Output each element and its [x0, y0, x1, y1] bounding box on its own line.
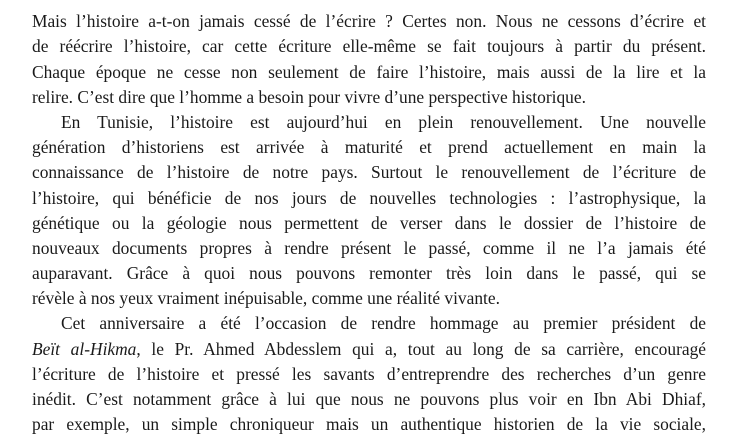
- text-line: auparavant. Grâce à quoi nous pouvons remonter très loin dans le passé, qui se: [32, 263, 706, 284]
- institution-name: Beït al-Hikma: [32, 338, 137, 359]
- text-line: Mais l’histoire a-t-on jamais cessé de l’écrire ? Certes non. Nous ne cessons d’écrire et: [32, 11, 706, 32]
- text-line: inédit. C’est notamment grâce à lui que nous ne pouvons plus voir en Ibn Abi Dhiaf,: [32, 389, 706, 409]
- text-line: [32, 337, 706, 362]
- text-line: En Tunisie, l’histoire est aujourd’hui en plein renouvellement. Une nouvelle: [61, 111, 706, 132]
- text-line: révèle à nos yeux vraiment inépuisable, comme une réalité vivante.: [32, 288, 500, 309]
- text-line: Chaque époque ne cesse non seulement de faire l’histoire, mais aussi de la lire et la: [32, 61, 706, 82]
- text-line: par exemple, un simple chroniqueur mais un authentique historien de la vie sociale,: [32, 414, 706, 435]
- text-line: l’écriture de l’histoire et pressé les savants d’entreprendre des recherches d’un genre: [32, 363, 706, 384]
- text-line: Cet anniversaire a été l’occasion de rendre hommage au premier président de: [61, 313, 706, 334]
- text-line: génération d’historiens est arrivée à maturité et prend actuellement en main la: [32, 137, 706, 158]
- document-page: [32, 0, 706, 437]
- text-line: génétique ou la géologie nous permettent de verser dans le dossier de l’histoire de: [32, 212, 706, 233]
- text-line: nouveaux documents propres à rendre présent le passé, comme il ne l’a jamais été: [32, 237, 706, 258]
- text-line: relire. C’est dire que l’homme a besoin pour vivre d’une perspective historique.: [32, 86, 586, 107]
- text-line: l’histoire, qui bénéficie de nos jours de nouvelles technologies : l’astrophysique, la: [32, 187, 706, 208]
- text-line: de réécrire l’histoire, car cette écriture elle-même se fait toujours à partir du présent.: [32, 36, 706, 57]
- text-line: connaissance de l’histoire de notre pays. Surtout le renouvellement de l’écriture de: [32, 162, 706, 183]
- text-fragment: , le Pr. Ahmed Abdesslem qui a, tout au long de sa carrière, encouragé: [136, 338, 706, 359]
